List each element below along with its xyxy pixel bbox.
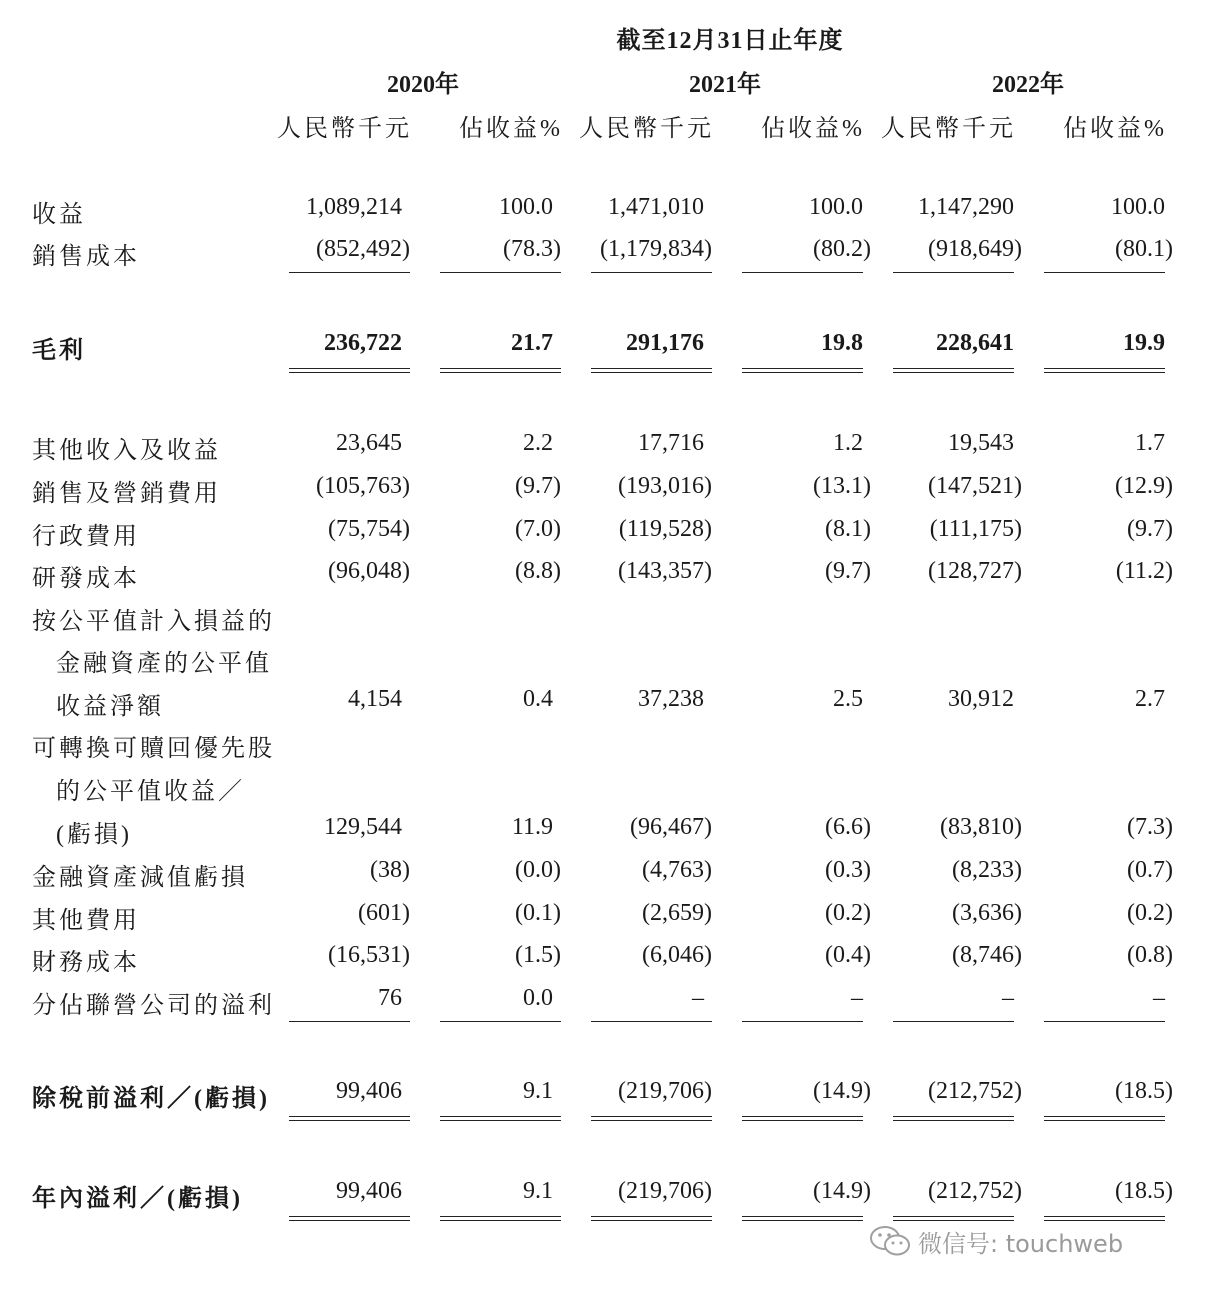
- value-cell: (852,492): [316, 236, 410, 262]
- table-row: [0, 857, 1207, 893]
- value-cell: 76: [378, 985, 402, 1011]
- wechat-watermark: [868, 1224, 1123, 1258]
- row-label: 年內溢利／(虧損): [32, 1186, 243, 1212]
- period-heading: 截至12月31日止年度: [616, 28, 844, 54]
- value-cell: (6,046): [642, 942, 712, 968]
- value-cell: 100.0: [1111, 194, 1165, 220]
- unit-percent-2020: 佔收益%: [459, 116, 563, 142]
- double-underline-rule: [1044, 1116, 1165, 1117]
- double-underline-rule: [289, 368, 410, 369]
- double-underline-rule: [289, 1116, 410, 1117]
- row-label: 毛利: [32, 338, 86, 364]
- value-cell: 0.4: [523, 686, 553, 712]
- underline-rule: [742, 272, 863, 273]
- value-cell: –: [851, 985, 863, 1011]
- table-row: [0, 1178, 1207, 1214]
- value-cell: (14.9): [813, 1078, 871, 1104]
- wechat-icon: [868, 1224, 912, 1258]
- double-underline-rule: [1044, 368, 1165, 369]
- value-cell: (8,233): [952, 857, 1022, 883]
- value-cell: 99,406: [336, 1078, 402, 1104]
- row-label: 可轉換可贖回優先股: [32, 736, 275, 762]
- double-underline-rule: [742, 1216, 863, 1217]
- double-underline-rule: [440, 368, 561, 369]
- value-cell: 129,544: [324, 814, 402, 840]
- table-row-label-line: [0, 771, 1207, 807]
- value-cell: 37,238: [638, 686, 704, 712]
- underline-rule: [289, 272, 410, 273]
- table-row: [0, 473, 1207, 509]
- table-row: [0, 985, 1207, 1021]
- underline-rule: [742, 1021, 863, 1022]
- value-cell: 99,406: [336, 1178, 402, 1204]
- value-cell: 17,716: [638, 430, 704, 456]
- value-cell: 21.7: [511, 330, 553, 356]
- double-underline-rule: [591, 1116, 712, 1117]
- value-cell: 11.9: [511, 814, 553, 840]
- value-cell: 1,089,214: [306, 194, 402, 220]
- double-underline-rule: [440, 1216, 561, 1217]
- value-cell: (0.7): [1127, 857, 1173, 883]
- watermark-text: 微信号: touchweb: [918, 1229, 1124, 1258]
- double-underline-rule: [893, 368, 1014, 369]
- table-row: [0, 814, 1207, 850]
- value-cell: (0.2): [825, 900, 871, 926]
- value-cell: (0.1): [515, 900, 561, 926]
- value-cell: (193,016): [618, 473, 712, 499]
- value-cell: 23,645: [336, 430, 402, 456]
- row-label: 金融資產的公平值: [56, 651, 272, 677]
- underline-rule: [893, 1021, 1014, 1022]
- value-cell: (16,531): [328, 942, 410, 968]
- value-cell: (80.2): [813, 236, 871, 262]
- unit-percent-2022: 佔收益%: [1063, 116, 1167, 142]
- value-cell: (18.5): [1115, 1078, 1173, 1104]
- value-cell: (1,179,834): [600, 236, 712, 262]
- value-cell: 236,722: [324, 330, 402, 356]
- value-cell: (78.3): [503, 236, 561, 262]
- value-cell: 1.7: [1135, 430, 1165, 456]
- underline-rule: [289, 1021, 410, 1022]
- row-label: 財務成本: [32, 950, 140, 976]
- value-cell: (18.5): [1115, 1178, 1173, 1204]
- value-cell: 100.0: [809, 194, 863, 220]
- value-cell: (0.8): [1127, 942, 1173, 968]
- value-cell: (11.2): [1115, 558, 1173, 584]
- underline-rule: [1044, 1021, 1165, 1022]
- value-cell: (918,649): [928, 236, 1022, 262]
- value-cell: (0.0): [515, 857, 561, 883]
- value-cell: 2.5: [833, 686, 863, 712]
- value-cell: (8,746): [952, 942, 1022, 968]
- table-row-label-line: [0, 643, 1207, 679]
- unit-percent-2021: 佔收益%: [761, 116, 865, 142]
- value-cell: 4,154: [348, 686, 402, 712]
- table-row-label-line: [0, 601, 1207, 637]
- double-underline-rule: [742, 368, 863, 369]
- year-2022-heading: 2022年: [992, 72, 1064, 98]
- value-cell: 1,147,290: [918, 194, 1014, 220]
- row-label: 的公平值收益／: [56, 779, 245, 805]
- table-row: [0, 900, 1207, 936]
- value-cell: 228,641: [936, 330, 1014, 356]
- row-label: 收益淨額: [56, 694, 164, 720]
- unit-amount-2022: 人民幣千元: [881, 116, 1016, 142]
- row-label: 銷售及營銷費用: [32, 481, 221, 507]
- value-cell: –: [692, 985, 704, 1011]
- double-underline-rule: [742, 1116, 863, 1117]
- table-row: [0, 686, 1207, 722]
- row-label: 按公平值計入損益的: [32, 609, 275, 635]
- double-underline-rule: [591, 368, 712, 369]
- underline-rule: [440, 272, 561, 273]
- value-cell: 0.0: [523, 985, 553, 1011]
- table-row: [0, 942, 1207, 978]
- value-cell: 19.8: [821, 330, 863, 356]
- value-cell: –: [1002, 985, 1014, 1011]
- underline-rule: [591, 272, 712, 273]
- value-cell: 1.2: [833, 430, 863, 456]
- double-underline-rule: [591, 1216, 712, 1217]
- year-2020-heading: 2020年: [387, 72, 459, 98]
- value-cell: (0.3): [825, 857, 871, 883]
- table-row: [0, 516, 1207, 552]
- value-cell: 19.9: [1123, 330, 1165, 356]
- value-cell: (38): [370, 857, 410, 883]
- row-label: 分佔聯營公司的溢利: [32, 993, 275, 1019]
- value-cell: (601): [358, 900, 410, 926]
- row-label: 其他收入及收益: [32, 438, 221, 464]
- value-cell: (75,754): [328, 516, 410, 542]
- double-underline-rule: [893, 1116, 1014, 1117]
- value-cell: (9.7): [825, 558, 871, 584]
- unit-amount-2020: 人民幣千元: [277, 116, 412, 142]
- value-cell: (3,636): [952, 900, 1022, 926]
- value-cell: (119,528): [618, 516, 712, 542]
- row-label: 其他費用: [32, 908, 140, 934]
- value-cell: (7.3): [1127, 814, 1173, 840]
- underline-rule: [440, 1021, 561, 1022]
- value-cell: (212,752): [928, 1078, 1022, 1104]
- value-cell: 9.1: [523, 1078, 553, 1104]
- value-cell: (1.5): [515, 942, 561, 968]
- double-underline-rule: [893, 1216, 1014, 1217]
- value-cell: –: [1153, 985, 1165, 1011]
- value-cell: (0.2): [1127, 900, 1173, 926]
- underline-rule: [893, 272, 1014, 273]
- value-cell: 2.7: [1135, 686, 1165, 712]
- row-label: 除稅前溢利／(虧損): [32, 1086, 270, 1112]
- row-label: 收益: [32, 202, 86, 228]
- value-cell: (105,763): [316, 473, 410, 499]
- table-row: [0, 330, 1207, 366]
- value-cell: (4,763): [642, 857, 712, 883]
- value-cell: (212,752): [928, 1178, 1022, 1204]
- value-cell: 9.1: [523, 1178, 553, 1204]
- value-cell: (147,521): [928, 473, 1022, 499]
- value-cell: (9.7): [515, 473, 561, 499]
- double-underline-rule: [1044, 1216, 1165, 1217]
- value-cell: (6.6): [825, 814, 871, 840]
- value-cell: (8.8): [515, 558, 561, 584]
- row-label: 銷售成本: [32, 244, 140, 270]
- value-cell: (111,175): [929, 516, 1022, 542]
- value-cell: (80.1): [1115, 236, 1173, 262]
- table-row: [0, 558, 1207, 594]
- table-row-label-line: [0, 728, 1207, 764]
- unit-amount-2021: 人民幣千元: [579, 116, 714, 142]
- value-cell: (7.0): [515, 516, 561, 542]
- value-cell: (219,706): [618, 1178, 712, 1204]
- value-cell: (2,659): [642, 900, 712, 926]
- row-label: (虧損): [56, 822, 132, 848]
- row-label: 金融資產減值虧損: [32, 865, 248, 891]
- value-cell: (9.7): [1127, 516, 1173, 542]
- value-cell: 2.2: [523, 430, 553, 456]
- value-cell: (8.1): [825, 516, 871, 542]
- table-row: [0, 1078, 1207, 1114]
- value-cell: (96,467): [630, 814, 712, 840]
- row-label: 研發成本: [32, 566, 140, 592]
- value-cell: (96,048): [328, 558, 410, 584]
- table-row: [0, 236, 1207, 272]
- value-cell: 30,912: [948, 686, 1014, 712]
- table-row: [0, 430, 1207, 466]
- double-underline-rule: [440, 1116, 561, 1117]
- value-cell: (128,727): [928, 558, 1022, 584]
- value-cell: 19,543: [948, 430, 1014, 456]
- table-row: [0, 194, 1207, 230]
- value-cell: (14.9): [813, 1178, 871, 1204]
- value-cell: (143,357): [618, 558, 712, 584]
- underline-rule: [1044, 272, 1165, 273]
- value-cell: 1,471,010: [608, 194, 704, 220]
- year-2021-heading: 2021年: [689, 72, 761, 98]
- value-cell: 291,176: [626, 330, 704, 356]
- row-label: 行政費用: [32, 524, 140, 550]
- value-cell: (0.4): [825, 942, 871, 968]
- underline-rule: [591, 1021, 712, 1022]
- double-underline-rule: [289, 1216, 410, 1217]
- value-cell: (13.1): [813, 473, 871, 499]
- value-cell: 100.0: [499, 194, 553, 220]
- value-cell: (219,706): [618, 1078, 712, 1104]
- value-cell: (83,810): [940, 814, 1022, 840]
- value-cell: (12.9): [1115, 473, 1173, 499]
